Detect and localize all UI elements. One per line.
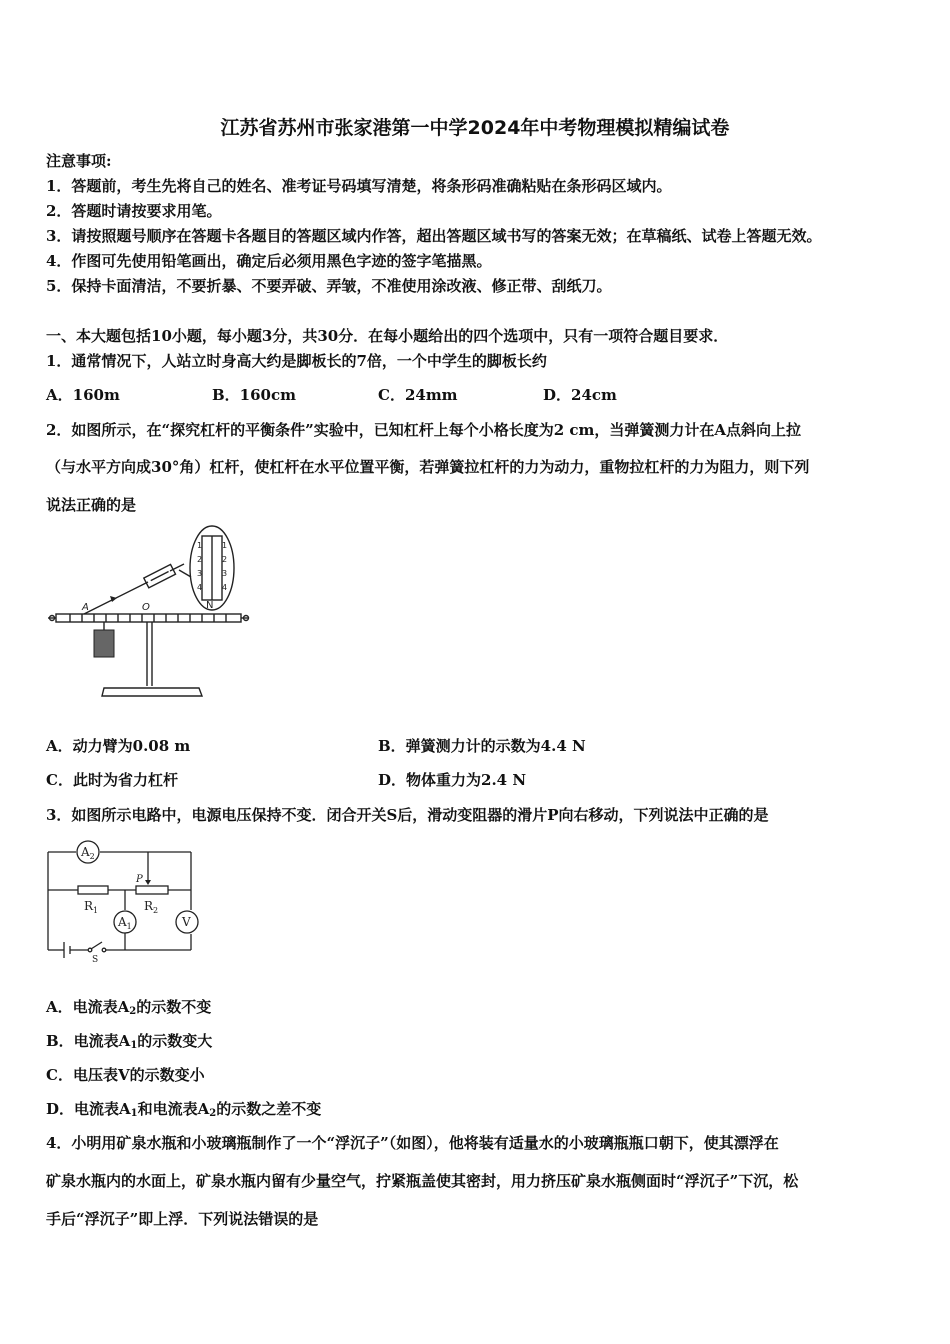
q3-option-a: A．电流表$A_2$的示数不变 bbox=[46, 998, 212, 1017]
notice-heading: 注意事项: bbox=[46, 152, 112, 170]
page-title: 江苏省苏州市张家港第一中学2024年中考物理模拟精编试卷 bbox=[220, 117, 730, 139]
q1-option-b: B．160cm bbox=[212, 386, 296, 404]
switch-s-label: S bbox=[92, 955, 99, 963]
scale-tick-label: 3 bbox=[197, 569, 203, 578]
pivot-o-label: O bbox=[142, 602, 150, 613]
scale-tick-label: 1 bbox=[197, 541, 203, 550]
question-2-stem-line: （与水平方向成30°角）杠杆，使杠杆在水平位置平衡，若弹簧拉杠杆的力为动力，重物拉杠杆的力为阻力，则下列 bbox=[46, 458, 810, 476]
question-4-stem-line: 手后“浮沉子”即上浮．下列说法错误的是 bbox=[46, 1210, 319, 1228]
slider-p-label: P bbox=[136, 874, 143, 885]
circuit-figure bbox=[44, 838, 209, 963]
scale-tick-label: 2 bbox=[222, 555, 228, 564]
scale-tick-label: 4 bbox=[222, 583, 228, 592]
q2-option-b: B．弹簧测力计的示数为4.4 N bbox=[378, 737, 586, 755]
question-4-stem-line: 矿泉水瓶内的水面上，矿泉水瓶内留有少量空气，拧紧瓶盖使其密封，用力挤压矿泉水瓶侧面时“浮沉子”下沉，松 bbox=[46, 1172, 799, 1190]
point-a-label: A bbox=[82, 602, 89, 613]
notice-item: 3．请按照题号顺序在答题卡各题目的答题区域内作答，超出答题区域书写的答案无效；在草稿纸、试卷上答题无效。 bbox=[46, 227, 822, 245]
scale-tick-label: 4 bbox=[197, 583, 203, 592]
q2-option-a: A．动力臂为0.08 m bbox=[46, 737, 191, 755]
question-2-stem-line: 说法正确的是 bbox=[46, 496, 137, 514]
q2-option-c: C．此时为省力杠杆 bbox=[46, 771, 178, 789]
question-2-stem-line: 2．如图所示，在“探究杠杆的平衡条件”实验中，已知杠杆上每个小格长度为2 cm，当弹簧测力计在A点斜向上拉 bbox=[46, 421, 801, 439]
q1-option-a: A．160m bbox=[46, 386, 120, 404]
question-1-stem: 1．通常情况下，人站立时身高大约是脚板长的7倍，一个中学生的脚板长约 bbox=[46, 352, 547, 370]
notice-item: 2．答题时请按要求用笔。 bbox=[46, 202, 222, 220]
newton-unit-label: N bbox=[206, 600, 214, 611]
notice-item: 5．保持卡面清洁，不要折暴、不要弄破、弄皱，不准使用涂改液、修正带、刮纸刀。 bbox=[46, 277, 612, 295]
resistor-r2-label: $R_2$ bbox=[144, 899, 159, 915]
ammeter-a2-label: $A_2$ bbox=[81, 845, 95, 861]
lever-figure bbox=[44, 522, 254, 702]
q1-option-c: C．24mm bbox=[378, 386, 458, 404]
scale-tick-label: 2 bbox=[197, 555, 203, 564]
notice-item: 1．答题前，考生先将自己的姓名、准考证号码填写清楚，将条形码准确粘贴在条形码区域内。 bbox=[46, 177, 672, 195]
notice-item: 4．作图可先使用铅笔画出，确定后必须用黑色字迹的签字笔描黑。 bbox=[46, 252, 492, 270]
resistor-r1-label: $R_1$ bbox=[84, 899, 99, 915]
q3-option-b: B．电流表$A_1$的示数变大 bbox=[46, 1032, 213, 1051]
q2-option-d: D．物体重力为2.4 N bbox=[378, 771, 527, 789]
q3-option-d: D．电流表$A_1$和电流表$A_2$的示数之差不变 bbox=[46, 1100, 322, 1119]
q3-option-c: C．电压表V的示数变小 bbox=[46, 1066, 205, 1084]
question-4-stem-line: 4．小明用矿泉水瓶和小玻璃瓶制作了一个“浮沉子”（如图），他将装有适量水的小玻璃瓶瓶口朝下，使其漂浮在 bbox=[46, 1134, 779, 1152]
voltmeter-label: V bbox=[182, 915, 191, 929]
q1-option-d: D．24cm bbox=[543, 386, 617, 404]
ammeter-a1-label: $A_1$ bbox=[118, 915, 132, 931]
section-heading: 一、本大题包括10小题，每小题3分，共30分．在每小题给出的四个选项中，只有一项符合题目要求． bbox=[46, 327, 729, 345]
question-3-stem: 3．如图所示电路中，电源电压保持不变．闭合开关S后，滑动变阻器的滑片P向右移动，下列说法中正确的是 bbox=[46, 806, 769, 824]
scale-tick-label: 3 bbox=[222, 569, 228, 578]
scale-tick-label: 1 bbox=[222, 541, 228, 550]
